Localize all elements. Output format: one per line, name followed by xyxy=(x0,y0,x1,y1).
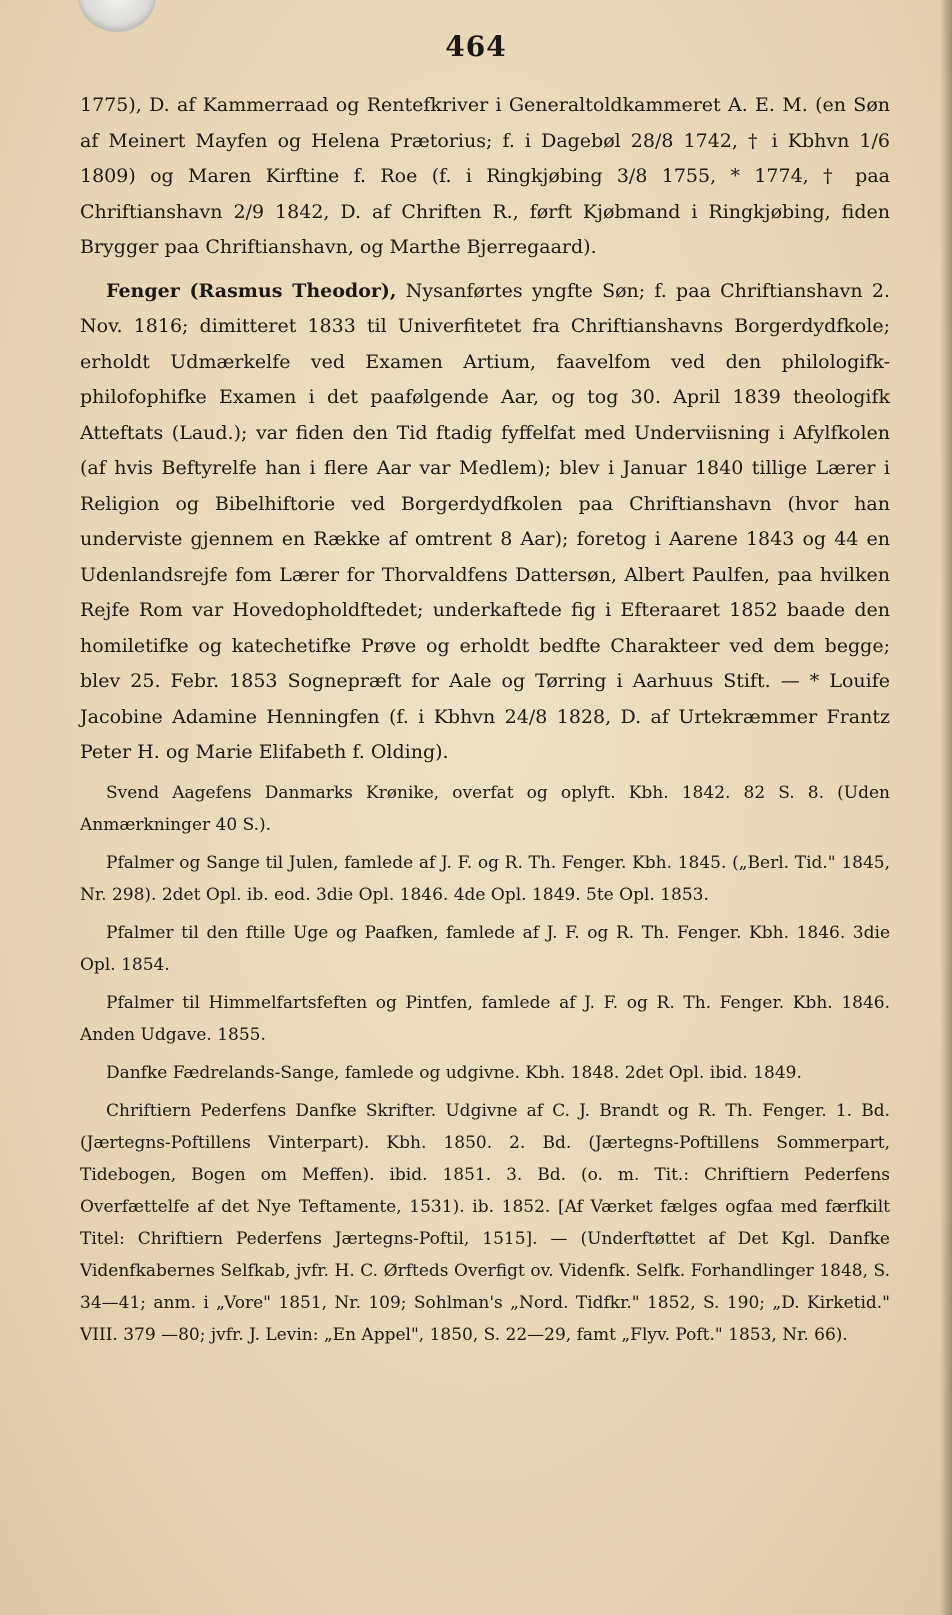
page-edge-shadow xyxy=(940,0,952,1615)
bibliography-item: Pfalmer og Sange til Julen, famlede af J. F. og R. Th. Fenger. Kbh. 1845. („Berl. Tid." 1845, Nr. 298). 2det Opl. ib. eod. 3die Opl. 1846. 4de Opl. 1849. 5te Opl. 1853. xyxy=(80,852,890,905)
bibliography-item: Svend Aagefens Danmarks Krønike, overfat og oplyft. Kbh. 1842. 82 S. 8. (Uden Anmærkninger 40 S.). xyxy=(80,782,890,835)
bibliography-item: Danfke Fædrelands-Sange, famlede og udgivne. Kbh. 1848. 2det Opl. ibid. 1849. xyxy=(106,1062,802,1083)
library-stamp-corner xyxy=(78,0,156,32)
page-body xyxy=(80,88,890,1351)
biography-entry xyxy=(80,274,890,771)
entry-heading: Fenger (Rasmus Theodor), xyxy=(106,279,397,302)
paragraph-continuation: 1775), D. af Kammerraad og Rentefkriver i Generaltoldkammeret A. E. M. (en Søn af Meinert Mayfen og Helena Prætorius; f. i Dagebøl 28/8 1742, † i Kbhvn 1/6 1809) og Maren Kirftine f. Roe (f. i Ringkjøbing 3/8 1755, * 1774, † paa Chriftianshavn 2/9 1842, D. af Chriften R., førft Kjøbmand i Ringkjøbing, fiden Brygger paa Chriftianshavn, og Marthe Bjerregaard). xyxy=(80,94,890,258)
entry-text: Nysanførtes yngfte Søn; f. paa Chriftianshavn 2. Nov. 1816; dimitteret 1833 til Univerfitetet fra Chriftianshavns Borgerdydfkole; erholdt Udmærkelfe ved Examen Artium, faavelfom ved den philologifk-philofophifke Examen i det paafølgende Aar, og tog 30. April 1839 theologifk Atteftats (Laud.); var fiden den Tid ftadig fyffelfat med Underviisning i Afylfkolen (af hvis Beftyrelfe han i flere Aar var Medlem); blev i Januar 1840 tillige Lærer i Religion og Bibelhiftorie ved Borgerdydfkolen paa Chriftianshavn (hvor han underviste gjennem en Række af omtrent 8 Aar); foretog i Aarene 1843 og 44 en Udenlandsrejfe fom Lærer for Thorvaldfens Dattersøn, Albert Paulfen, paa hvilken Rejfe Rom var Hovedopholdftedet; underkaftede fig i Efteraaret 1852 baade den homiletifke og katechetifke Prøve og erholdt bedfte Charakteer ved dem begge; blev 25. Febr. 1853 Sognepræft for Aale og Tørring i Aarhuus Stift. — * Louife Jacobine Adamine Henningfen (f. i Kbhvn 24/8 1828, D. af Urtekræmmer Frantz Peter H. og Marie Elifabeth f. Olding). xyxy=(80,279,890,763)
bibliography-item: Chriftiern Pederfens Danfke Skrifter. Udgivne af C. J. Brandt og R. Th. Fenger. 1. Bd. (Jærtegns-Poftillens Vinterpart). Kbh. 1850. 2. Bd. (Jærtegns-Poftillens Sommerpart, Tidebogen, Bogen om Meffen). ibid. 1851. 3. Bd. (o. m. Tit.: Chriftiern Pederfens Overfættelfe af det Nye Teftamente, 1531). ib. 1852. [Af Værket fælges ogfaa med færfkilt Titel: Chriftiern Pederfens Jærtegns-Poftil, 1515]. — (Underftøttet af Det Kgl. Danfke Videnfkabernes Selfkab, jvfr. H. C. Ørfteds Overfigt ov. Videnfk. Selfk. Forhandlinger 1848, S. 34—41; anm. i „Vore" 1851, Nr. 109; Sohlman's „Nord. Tidfkr." 1852, S. 190; „D. Kirketid." VIII. 379 —80; jvfr. J. Levin: „En Appel", 1850, S. 22—29, famt „Flyv. Poft." 1853, Nr. 66). xyxy=(80,1100,890,1345)
page-number: 464 xyxy=(445,30,507,63)
bibliography-item: Pfalmer til Himmelfartsfeften og Pintfen, famlede af J. F. og R. Th. Fenger. Kbh. 1846. Anden Udgave. 1855. xyxy=(80,992,890,1045)
bibliography-item: Pfalmer til den ftille Uge og Paafken, famlede af J. F. og R. Th. Fenger. Kbh. 1846. 3die Opl. 1854. xyxy=(80,922,890,975)
